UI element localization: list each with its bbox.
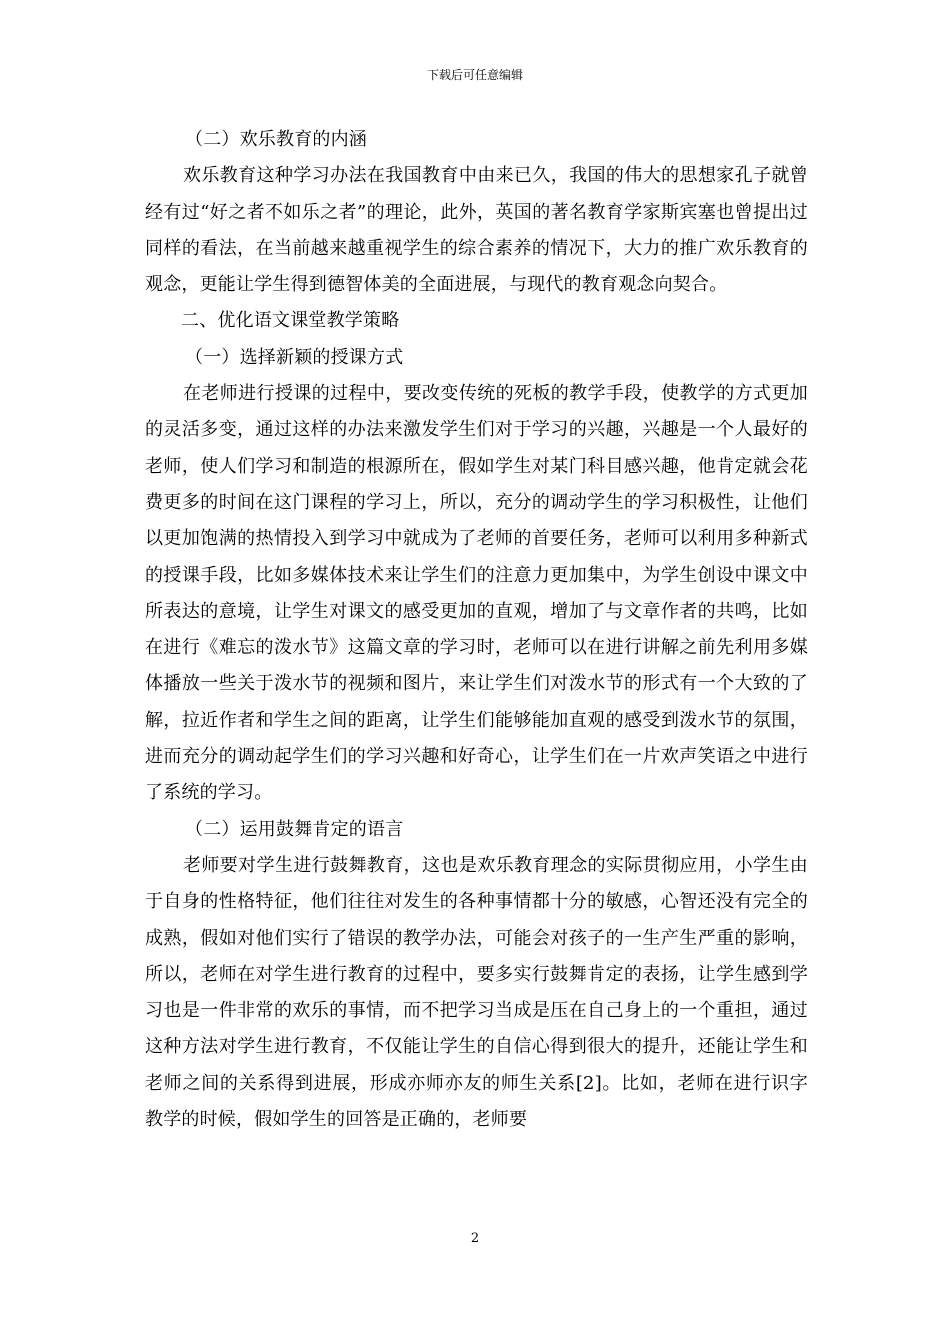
- document-body: [145, 122, 808, 1138]
- section-subheading: （二）运用鼓舞肯定的语言: [185, 818, 404, 840]
- body-paragraph: 老师要对学生进行鼓舞教育，这也是欢乐教育理念的实际贯彻应用，小学生由于自身的性格特征，他们往往对发生的各种事情都十分的敏感，心智还没有完全的成熟，假如对他们实行了错误的教学办法，可能会对孩子的一生产生严重的影响，所以，老师在对学生进行教育的过程中，要多实行鼓舞肯定的表扬，让学生感到学习也是一件非常的欢乐的事情，而不把学习当成是压在自己身上的一个重担，通过这种方法对学生进行教育，不仅能让学生的自信心得到很大的提升，还能让学生和老师之间的关系得到进展，形成亦师亦友的师生关系[2]。比如，老师在进行识字教学的时候，假如学生的回答是正确的，老师要: [145, 854, 808, 1131]
- section-subheading: （一）选择新颖的授课方式: [185, 346, 404, 368]
- section-heading: 二、优化语文课堂教学策略: [181, 310, 400, 332]
- section-subheading: （二）欢乐教育的内涵: [185, 129, 367, 150]
- body-paragraph: 在老师进行授课的过程中，要改变传统的死板的教学手段，使教学的方式更加的灵活多变，通过这样的办法来激发学生们对于学习的兴趣，兴趣是一个人最好的老师，使人们学习和制造的根源所在，假如学生对某门科目感兴趣，他肯定就会花费更多的时间在这门课程的学习上，所以，充分的调动学生的学习积极性，让他们以更加饱满的热情投入到学习中就成为了老师的首要任务，老师可以利用多种新式的授课手段，比如多媒体技术来让学生们的注意力更加集中，为学生创设中课文中所表达的意境，让学生对课文的感受更加的直观，增加了与文章作者的共鸣，比如在进行《难忘的泼水节》这篇文章的学习时，老师可以在进行讲解之前先利用多媒体播放一些关于泼水节的视频和图片，来让学生们对泼水节的形式有一个大致的了解，拉近作者和学生之间的距离，让学生们能够能加直观的感受到泼水节的氛围，进而充分的调动起学生们的学习兴趣和好奇心，让学生们在一片欢声笑语之中进行了系统的学习。: [145, 383, 808, 804]
- body-paragraph: 欢乐教育这种学习办法在我国教育中由来已久，我国的伟大的思想家孔子就曾经有过“好之者不如乐之者”的理论，此外，英国的著名教育学家斯宾塞也曾提出过同样的看法，在当前越来越重视学生的综合素养的情况下，大力的推广欢乐教育的观念，更能让学生得到德智体美的全面进展，与现代的教育观念向契合。: [145, 165, 808, 296]
- page-header: 下载后可任意编辑: [426, 68, 523, 82]
- page-number: 2: [470, 1231, 480, 1246]
